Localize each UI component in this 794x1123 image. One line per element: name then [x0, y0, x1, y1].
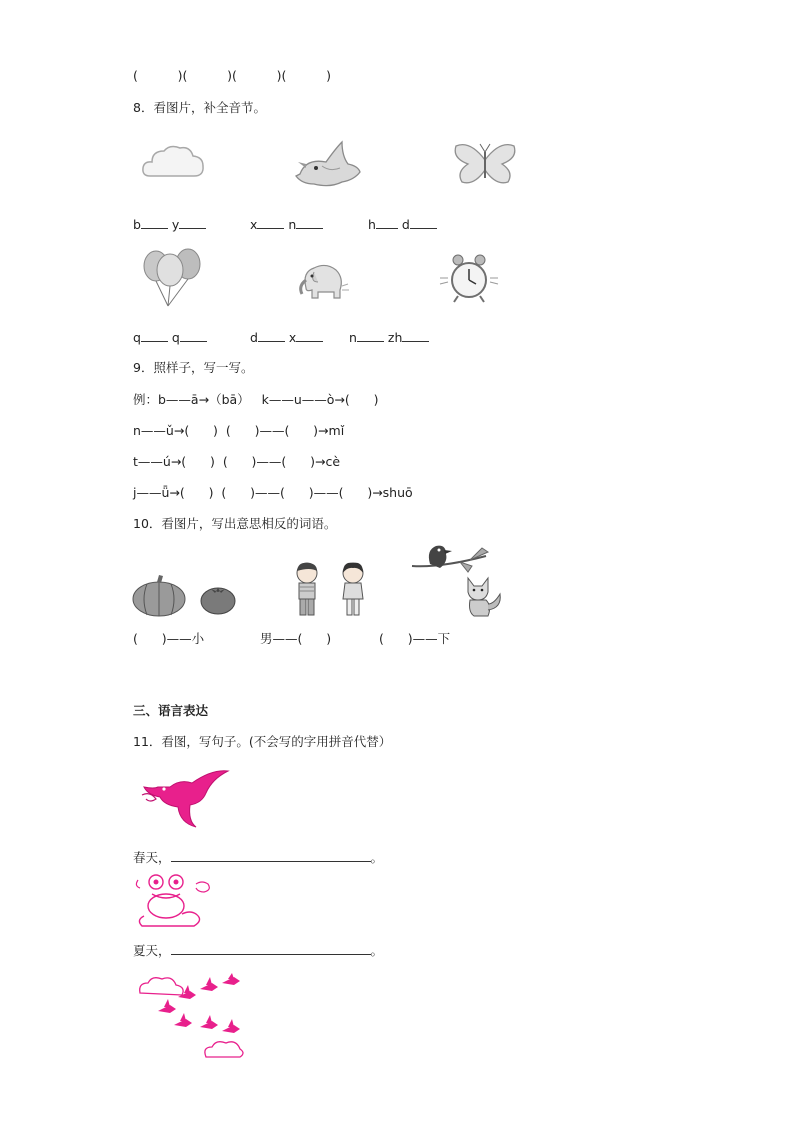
fill-blank[interactable] [257, 216, 284, 229]
pumpkin-icon [131, 573, 187, 617]
antonym-blank-1: ( )——小 [133, 631, 205, 646]
fill-blank[interactable] [141, 216, 168, 229]
geese-icon [134, 973, 244, 1059]
bird-icon [292, 138, 362, 192]
butterfly-icon [452, 140, 518, 188]
syllable-blank-1: b y [133, 216, 206, 233]
fill-blank[interactable] [376, 216, 398, 229]
boy-icon [290, 561, 324, 619]
syllable-blank-5: d x [250, 329, 323, 346]
syllable-blank-2: x n [250, 216, 323, 233]
girl-icon [337, 561, 369, 619]
fill-blank[interactable] [402, 329, 429, 342]
question-9-example: 例：b——ā→（bā） k——u——ò→( ) [133, 392, 379, 407]
section-heading: 三、语言表达 [133, 703, 209, 718]
swallow-icon [140, 765, 230, 829]
summer-answer-line[interactable] [171, 942, 371, 955]
fill-blank[interactable] [296, 216, 323, 229]
frog-icon [134, 870, 214, 928]
syllable-blank-6: n zh [349, 329, 429, 346]
fill-blank[interactable] [180, 329, 207, 342]
antonym-blank-3: ( )——下 [379, 631, 451, 646]
question-9-line-3: j——ǖ→( ) ( )——( )——( )→shuō [133, 485, 413, 500]
fill-blank[interactable] [410, 216, 437, 229]
question-11-title: 11．看图，写句子。(不会写的字用拼音代替） [133, 734, 392, 749]
syllable-blank-3: h d [368, 216, 437, 233]
elephant-icon [296, 260, 352, 302]
question-9-title: 9．照样子，写一写。 [133, 360, 254, 375]
fill-blank[interactable] [258, 329, 285, 342]
answer-blanks-row: ( )( )( )( ) [133, 68, 331, 83]
question-9-line-2: t——ú→( ) ( )——( )→cè [133, 454, 341, 469]
fill-blank[interactable] [296, 329, 323, 342]
antonym-blank-2: 男——( ) [260, 631, 332, 646]
question-10-title: 10．看图片，写出意思相反的词语。 [133, 516, 337, 531]
question-8-title: 8．看图片，补全音节。 [133, 100, 266, 115]
alarm-clock-icon [436, 252, 502, 304]
cloud-icon [140, 142, 206, 182]
spring-sentence: 春天， 。 [133, 850, 384, 865]
fox-icon [460, 572, 504, 618]
question-9-line-1: n——ǔ→( ) ( )——( )→mǐ [133, 423, 345, 438]
fill-blank[interactable] [357, 329, 384, 342]
fill-blank[interactable] [141, 329, 168, 342]
syllable-blank-4: q q [133, 329, 207, 346]
summer-sentence: 夏天， 。 [133, 943, 384, 958]
spring-answer-line[interactable] [171, 849, 371, 862]
balloons-icon [138, 248, 204, 308]
fill-blank[interactable] [179, 216, 206, 229]
tomato-icon [199, 583, 237, 615]
